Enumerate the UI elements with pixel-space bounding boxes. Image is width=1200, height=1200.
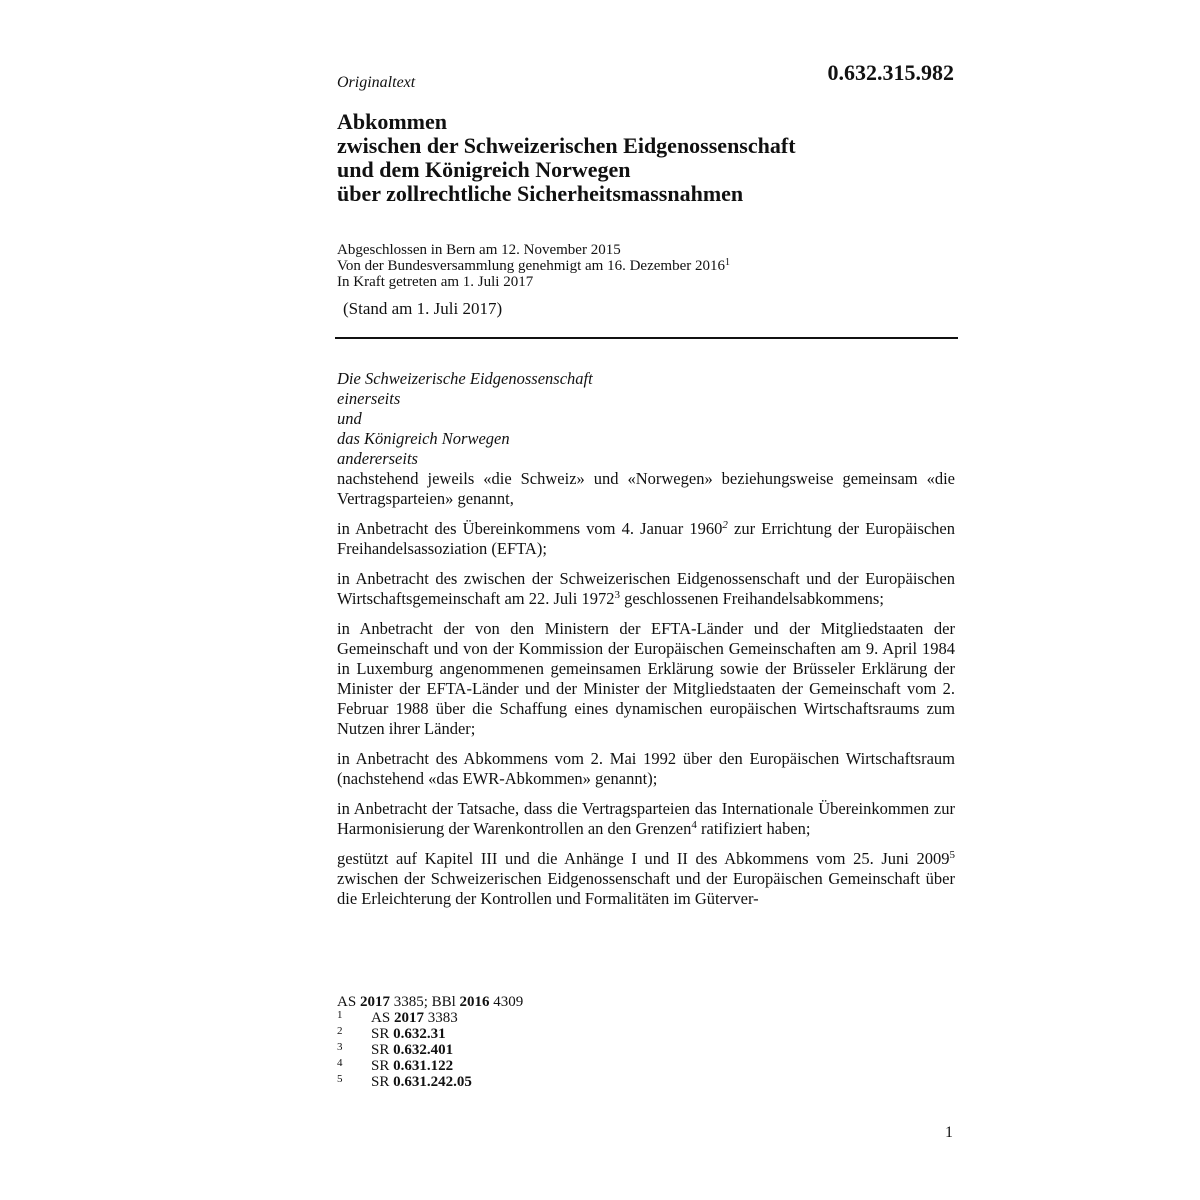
party-line: und [337,409,362,428]
footnotes-area [337,994,523,1090]
footnote-number: 3 [337,1041,343,1053]
preamble-paragraph: in Anbetracht der Tatsache, dass die Vertragsparteien das Internationale Übereinkommen zur Harmonisierung der Warenkontrollen an den Grenzen$^4$ ratifiziert haben; [337,799,955,838]
title-line: zwischen der Schweizerischen Eidgenossenschaft [337,133,796,158]
footnote-number: 1 [337,1009,343,1021]
sr-number: 0.632.315.982 [827,60,954,85]
header-divider [335,337,958,339]
approved-date: Von der Bundesversammlung genehmigt am 16. Dezember 2016$^1$ [337,257,730,274]
footnote-number: 5 [337,1073,343,1085]
party-line: das Königreich Norwegen [337,429,510,448]
originaltext-label: Originaltext [337,74,416,91]
footnote-ref[interactable]: 2 [722,519,728,531]
document-meta [337,242,730,290]
preamble-paragraph: in Anbetracht des Übereinkommens vom 4. Januar 1960$^2$ zur Errichtung der Europäischen Freihandelsassoziation (EFTA); [337,519,956,558]
page-number: 1 [945,1124,953,1141]
footnote-number: 4 [337,1057,343,1069]
party-line: Die Schweizerische Eidgenossenschaft [337,369,593,388]
in-force-date: In Kraft getreten am 1. Juli 2017 [337,274,534,290]
concluded-date: Abgeschlossen in Bern am 12. November 2015 [337,242,621,258]
footnote-item: 5 SR 0.631.242.05 [337,1073,472,1090]
footnote-item: 2 SR 0.632.31 [337,1025,446,1042]
title-line: Abkommen [337,109,448,134]
preamble-paragraph: in Anbetracht des zwischen der Schweizerischen Eidgenossenschaft und der Europäischen Wirtschaftsgemeinschaft am 22. Juli 1972$^3$ geschlossenen Freihandelsabkommens; [337,569,955,608]
party-line: andererseits [337,449,418,468]
title-line: über zollrechtliche Sicherheitsmassnahmen [337,181,744,206]
footnote-item: 4 SR 0.631.122 [337,1057,454,1074]
publication-reference: AS 2017 3385; BBl 2016 4309 [337,994,524,1010]
footnote-ref[interactable]: 4 [691,819,697,831]
footnote-item: 1 AS 2017 3383 [337,1009,458,1026]
footnote-ref[interactable]: 1 [724,257,730,268]
stand-date: (Stand am 1. Juli 2017) [343,299,503,318]
preamble-paragraph: in Anbetracht der von den Ministern der EFTA-Länder und der Mitgliedstaaten der Gemeinschaft und von der Kommission der Europäischen Gemeinschaften am 9. April 1984 in Luxemburg angenommenen gemeinsamen Erklärung sowie der Brüsseler Erklärung der Minister der EFTA-Länder und der Minister der Mitgliedstaaten der Gemeinschaft vom 2. Februar 1988 über die Schaffung eines dynamischen europäischen Wirtschaftsraums zum Nutzen ihrer Länder; [337,619,955,738]
preamble-paragraph: in Anbetracht des Abkommens vom 2. Mai 1992 über den Europäischen Wirtschaftsraum (nachstehend «das EWR-Abkommen» genannt); [337,749,955,788]
preamble-paragraph: nachstehend jeweils «die Schweiz» und «Norwegen» beziehungsweise gemeinsam «die Vertragsparteien» genannt, [337,469,955,508]
document-title [337,110,796,206]
title-line: und dem Königreich Norwegen [337,157,631,182]
party-line: einerseits [337,389,401,408]
preamble [337,369,955,919]
footnote-number: 2 [337,1025,343,1037]
footnote-item: 3 SR 0.632.401 [337,1041,454,1058]
parties-block [337,369,955,469]
preamble-paragraph: gestützt auf Kapitel III und die Anhänge I und II des Abkommens vom 25. Juni 2009$^5$ zwischen der Schweizerischen Eidgenossenschaft und der Europäischen Gemeinschaft über die Erleichterung der Kontrollen und Formalitäten im Güterver- [337,849,955,908]
footnote-ref[interactable]: 3 [614,589,620,601]
footnote-ref[interactable]: 5 [949,849,955,861]
